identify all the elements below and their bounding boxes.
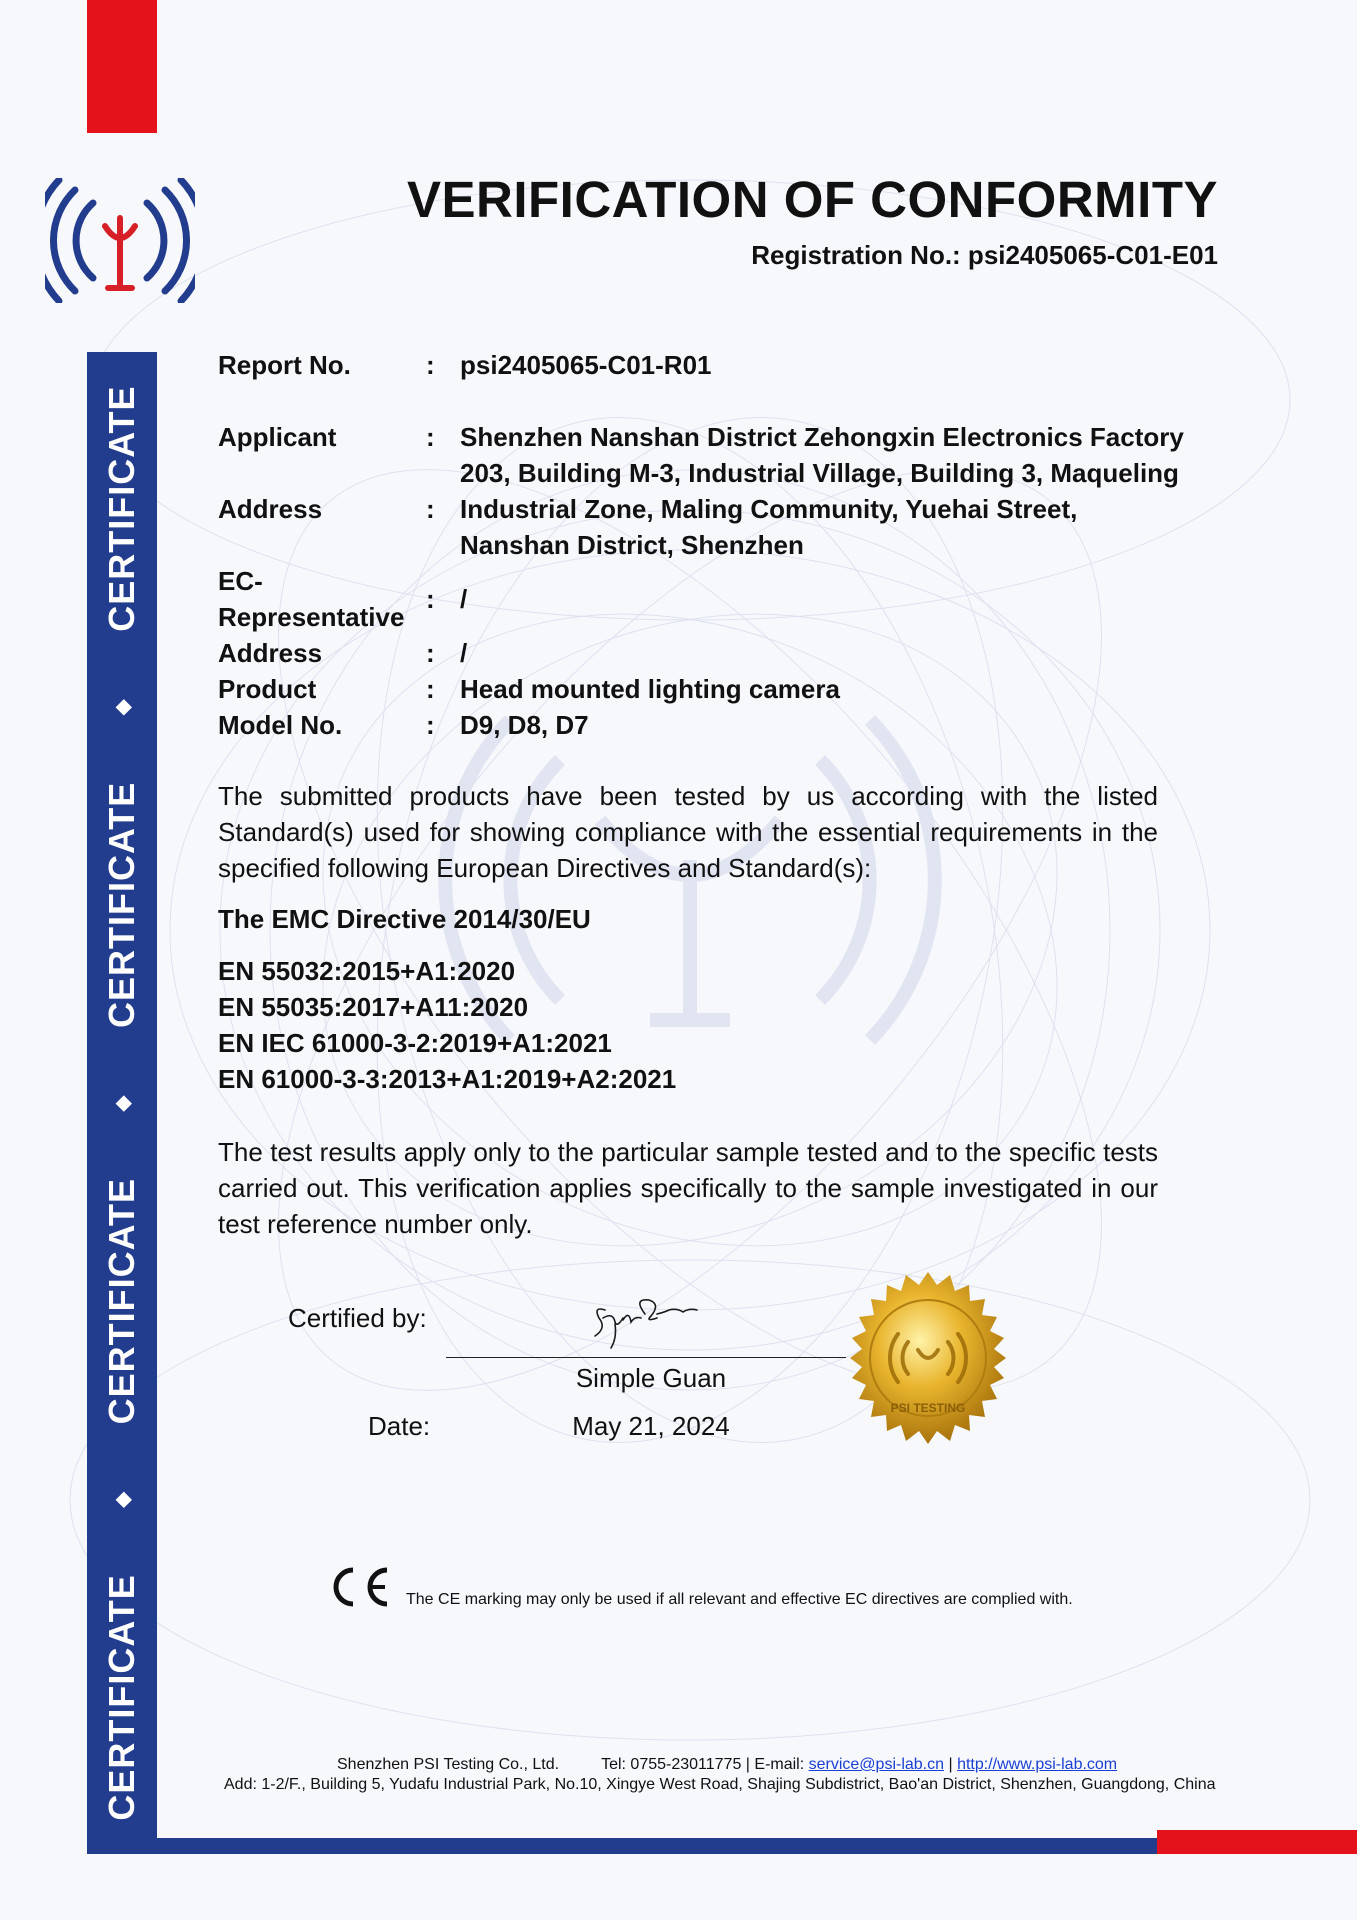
ec-rep-label-line1: EC- bbox=[218, 566, 263, 596]
colon: : bbox=[426, 350, 435, 380]
diamond-icon: ◆ bbox=[111, 1491, 134, 1508]
footer-website-link[interactable]: http://www.psi-lab.com bbox=[957, 1756, 1118, 1773]
psi-logo-icon bbox=[45, 178, 195, 303]
date-value: May 21, 2024 bbox=[572, 1411, 730, 1441]
model-value: D9, D8, D7 bbox=[460, 710, 589, 740]
certified-by-label: Certified by: bbox=[288, 1303, 427, 1333]
intro-paragraph: The submitted products have been tested by us according with the listed Standard(s) used for showing compliance with the essential requirements in the specified following European Directives and Standard(s): bbox=[218, 781, 1158, 883]
footer-separator: | bbox=[944, 1756, 958, 1773]
seal-text: PSI TESTING bbox=[890, 1401, 966, 1415]
ce-note: The CE marking may only be used if all relevant and effective EC directives are complied with. bbox=[406, 1591, 1073, 1608]
certificate-sidebar bbox=[87, 352, 157, 1854]
sidebar-word: CERTIFICATE bbox=[101, 1574, 142, 1821]
ce-mark-icon bbox=[325, 1566, 391, 1608]
top-red-accent bbox=[87, 0, 157, 133]
colon: : bbox=[426, 638, 435, 668]
directive: The EMC Directive 2014/30/EU bbox=[218, 904, 591, 934]
product-value: Head mounted lighting camera bbox=[460, 674, 840, 704]
footer-address: Add: 1-2/F., Building 5, Yudafu Industrial Park, No.10, Xingye West Road, Shajing Subdistrict, Bao'an District, Shenzhen, Guangdong, China bbox=[224, 1776, 1216, 1793]
disclaimer-paragraph: The test results apply only to the particular sample tested and to the specific tests carried out. This verification applies specifically to the sample investigated in our test reference number only. bbox=[218, 1137, 1158, 1239]
date-label: Date: bbox=[368, 1411, 431, 1441]
report-no-label: Report No. bbox=[218, 350, 351, 380]
footer-tel: Tel: 0755-23011775 | E-mail: bbox=[601, 1756, 809, 1773]
ec-rep-label-line2: Representative bbox=[218, 602, 405, 632]
colon: : bbox=[426, 494, 435, 524]
bottom-red-accent bbox=[1157, 1830, 1357, 1854]
applicant-label: Applicant bbox=[218, 422, 337, 452]
page-title: VERIFICATION OF CONFORMITY bbox=[406, 171, 1218, 228]
sidebar-word: CERTIFICATE bbox=[101, 1178, 142, 1425]
colon: : bbox=[426, 674, 435, 704]
report-no-value: psi2405065-C01-R01 bbox=[460, 350, 712, 380]
applicant-value: Shenzhen Nanshan District Zehongxin Electronics Factory bbox=[460, 422, 1184, 452]
diamond-icon: ◆ bbox=[111, 1094, 134, 1112]
gold-seal-icon bbox=[838, 1270, 1018, 1450]
sidebar-word: CERTIFICATE bbox=[101, 781, 142, 1029]
footer-email-link[interactable]: service@psi-lab.cn bbox=[808, 1756, 945, 1773]
signature-line bbox=[446, 1357, 846, 1358]
ec-address-label: Address bbox=[218, 638, 323, 668]
footer-company: Shenzhen PSI Testing Co., Ltd. bbox=[337, 1756, 560, 1773]
address-line: Nanshan District, Shenzhen bbox=[460, 530, 804, 560]
colon: : bbox=[426, 584, 435, 614]
standard-item: EN 55032:2015+A1:2020 bbox=[218, 956, 516, 986]
model-label: Model No. bbox=[218, 710, 343, 740]
address-line: 203, Building M-3, Industrial Village, Building 3, Maqueling bbox=[460, 458, 1179, 488]
sidebar-text bbox=[87, 352, 157, 1854]
standard-item: EN 61000-3-3:2013+A1:2019+A2:2021 bbox=[218, 1064, 677, 1094]
colon: : bbox=[426, 422, 435, 452]
registration-number: Registration No.: psi2405065-C01-E01 bbox=[751, 240, 1218, 270]
address-label: Address bbox=[218, 494, 323, 524]
handwritten-signature bbox=[585, 1288, 715, 1350]
signer-name: Simple Guan bbox=[575, 1363, 727, 1393]
standard-item: EN 55035:2017+A11:2020 bbox=[218, 992, 529, 1022]
address-line: Industrial Zone, Maling Community, Yuehai Street, bbox=[460, 494, 1078, 524]
standard-item: EN IEC 61000-3-2:2019+A1:2021 bbox=[218, 1028, 612, 1058]
diamond-icon: ◆ bbox=[111, 698, 134, 715]
ec-address-value: / bbox=[460, 638, 468, 668]
product-label: Product bbox=[218, 674, 317, 704]
colon: : bbox=[426, 710, 435, 740]
sidebar-word: CERTIFICATE bbox=[101, 385, 142, 632]
ec-rep-value: / bbox=[460, 584, 468, 614]
footer-contact bbox=[337, 1756, 1117, 1774]
